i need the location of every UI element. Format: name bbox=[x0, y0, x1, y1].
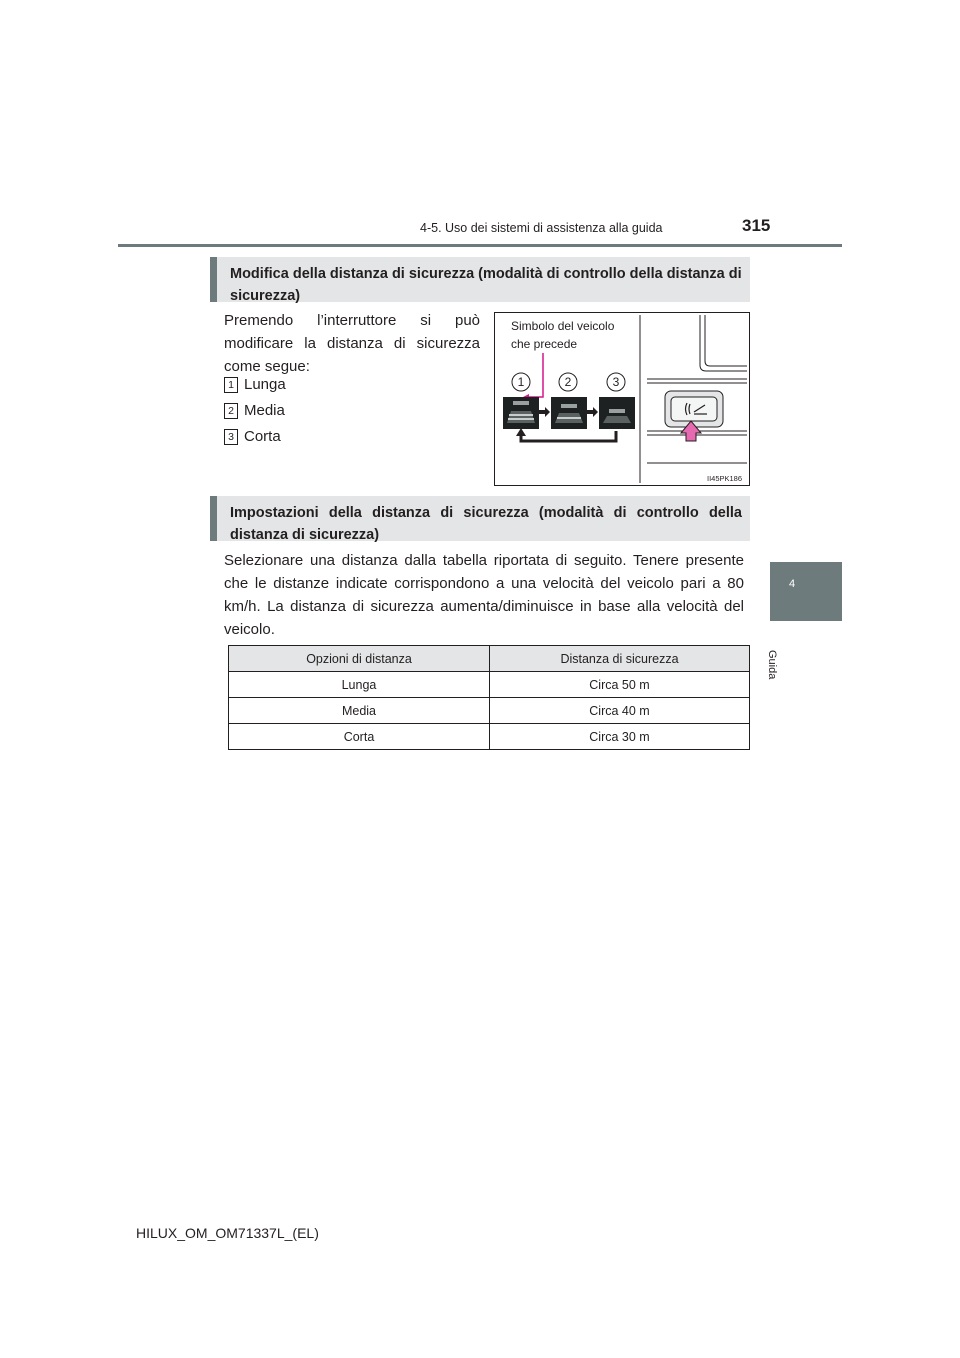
arrow-right-icon bbox=[539, 407, 550, 417]
illustration-svg bbox=[495, 313, 749, 485]
chapter-tab-number: 4 bbox=[789, 578, 796, 590]
chapter-tab-label: Guida bbox=[766, 650, 778, 680]
list-item bbox=[224, 376, 286, 393]
table-cell-distance: Circa 40 m bbox=[490, 698, 750, 724]
figure-number-3: 3 bbox=[612, 375, 620, 389]
list-item bbox=[224, 428, 281, 445]
document-code: HILUX_OM_OM71337L_(EL) bbox=[136, 1225, 319, 1241]
cycle-return-line bbox=[521, 431, 616, 441]
item-label: Media bbox=[244, 402, 285, 419]
header-rule bbox=[118, 244, 842, 247]
callout-leader-line bbox=[525, 353, 543, 397]
section-heading-text: Impostazioni della distanza di sicurezza (modalità di controllo della distanza di sicurezza) bbox=[230, 505, 742, 543]
section-heading-distance-settings bbox=[210, 496, 750, 541]
display-long-distance-icon bbox=[503, 397, 539, 429]
display-medium-distance-icon bbox=[551, 397, 587, 429]
figure-number-2: 2 bbox=[564, 375, 572, 389]
callout-line-2: che precede bbox=[511, 337, 578, 351]
item-number-badge: 3 bbox=[224, 429, 238, 445]
arrow-right-icon bbox=[587, 407, 598, 417]
section-heading-distance-change bbox=[210, 257, 750, 302]
instruction-paragraph: Premendo l’interruttore si può modificare la distanza di sicurezza come segue: bbox=[224, 312, 480, 375]
table-header-row bbox=[229, 646, 750, 672]
chapter-tab[interactable] bbox=[770, 562, 842, 621]
column-header-options: Opzioni di distanza bbox=[229, 646, 490, 672]
arrow-up-icon bbox=[516, 428, 526, 436]
table-cell-option: Media bbox=[229, 698, 490, 724]
dashboard-panel bbox=[647, 315, 747, 463]
chapter-section-title: 4-5. Uso dei sistemi di assistenza alla guida bbox=[420, 221, 663, 235]
table-row bbox=[229, 724, 750, 750]
display-short-distance-icon bbox=[599, 397, 635, 429]
table-cell-distance: Circa 50 m bbox=[490, 672, 750, 698]
figure-number-1: 1 bbox=[517, 375, 525, 389]
callout-line-1: Simbolo del veicolo bbox=[511, 319, 615, 333]
distance-switch-illustration bbox=[494, 312, 750, 486]
item-label: Corta bbox=[244, 428, 281, 445]
distance-switch-button bbox=[665, 391, 723, 427]
section-heading-text: Modifica della distanza di sicurezza (modalità di controllo della distanza di sicurezza) bbox=[230, 266, 742, 304]
item-label: Lunga bbox=[244, 376, 286, 393]
page-number: 315 bbox=[742, 216, 771, 235]
figure-code: II45PK186 bbox=[707, 474, 743, 483]
settings-paragraph: Selezionare una distanza dalla tabella riportata di seguito. Tenere presente che le distanze indicate corrispondono a una velocità del veicolo pari a 80 km/h. La distanza di sicurezza aumenta/diminuisce in base alla velocità del veicolo. bbox=[224, 552, 744, 638]
table-cell-distance: Circa 30 m bbox=[490, 724, 750, 750]
table-row bbox=[229, 698, 750, 724]
column-header-distance: Distanza di sicurezza bbox=[490, 646, 750, 672]
table-row bbox=[229, 672, 750, 698]
list-item bbox=[224, 402, 285, 419]
item-number-badge: 2 bbox=[224, 403, 238, 419]
table-cell-option: Corta bbox=[229, 724, 490, 750]
item-number-badge: 1 bbox=[224, 377, 238, 393]
table-cell-option: Lunga bbox=[229, 672, 490, 698]
distance-table bbox=[228, 645, 750, 750]
